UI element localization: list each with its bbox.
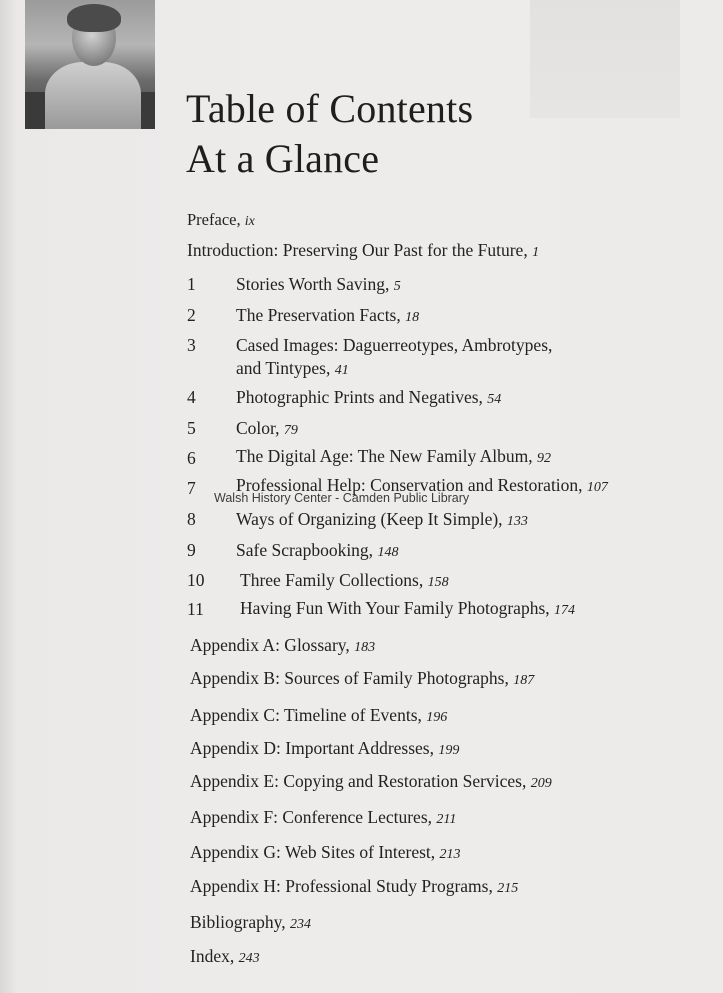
page-number: 215 bbox=[497, 881, 519, 896]
chapter-number: 7 bbox=[187, 478, 196, 498]
page-number: 174 bbox=[554, 603, 576, 618]
chapter-number: 6 bbox=[187, 448, 196, 468]
toc-entry-chapter-9: Safe Scrapbooking, 148 bbox=[236, 540, 399, 560]
page-number: 243 bbox=[238, 951, 260, 966]
page-number: 54 bbox=[487, 392, 502, 407]
page-number: 133 bbox=[506, 514, 528, 529]
toc-entry-appendix-e: Appendix E: Copying and Restoration Services, 209 bbox=[190, 771, 552, 791]
page-number: 213 bbox=[439, 847, 461, 862]
toc-entry-preface: Preface, ix bbox=[187, 210, 255, 229]
portrait-photo bbox=[25, 0, 155, 129]
toc-entry-chapter-8: Ways of Organizing (Keep It Simple), 133 bbox=[236, 509, 528, 529]
toc-entry-introduction: Introduction: Preserving Our Past for the Future, 1 bbox=[187, 240, 540, 260]
toc-entry-appendix-a: Appendix A: Glossary, 183 bbox=[190, 635, 376, 655]
title-line-2: At a Glance bbox=[186, 136, 380, 181]
toc-entry-appendix-b: Appendix B: Sources of Family Photographs, 187 bbox=[190, 668, 535, 688]
chapter-number: 9 bbox=[187, 540, 196, 560]
page-number: 158 bbox=[427, 575, 449, 590]
toc-entry-chapter-7: Professional Help: Conservation and Restoration, 107 bbox=[236, 475, 608, 495]
page-number: 234 bbox=[289, 917, 311, 932]
toc-entry-chapter-3-continued: and Tintypes, 41 bbox=[236, 358, 349, 378]
toc-entry-chapter-6: The Digital Age: The New Family Album, 92 bbox=[236, 446, 552, 466]
chapter-number: 8 bbox=[187, 509, 196, 529]
toc-entry-appendix-f: Appendix F: Conference Lectures, 211 bbox=[190, 807, 457, 827]
page-number: 211 bbox=[436, 812, 457, 827]
page-number: 187 bbox=[513, 673, 535, 688]
chapter-number: 1 bbox=[187, 274, 196, 294]
page-number: 92 bbox=[537, 451, 552, 466]
chapter-number: 11 bbox=[187, 599, 204, 619]
page-number: 196 bbox=[426, 710, 448, 725]
page-number: 5 bbox=[393, 279, 401, 294]
chapter-number: 2 bbox=[187, 305, 196, 325]
toc-entry-chapter-11: Having Fun With Your Family Photographs, 174 bbox=[240, 598, 576, 618]
page-number: ix bbox=[244, 214, 255, 229]
toc-entry-chapter-4: Photographic Prints and Negatives, 54 bbox=[236, 387, 502, 407]
chapter-number: 3 bbox=[187, 335, 196, 355]
toc-entry-appendix-h: Appendix H: Professional Study Programs, 215 bbox=[190, 876, 519, 896]
page-number: 148 bbox=[377, 545, 399, 560]
title-line-1: Table of Contents bbox=[186, 86, 474, 131]
toc-entry-chapter-3: Cased Images: Daguerreotypes, Ambrotypes, bbox=[236, 335, 553, 355]
toc-entry-chapter-10: Three Family Collections, 158 bbox=[240, 570, 449, 590]
toc-entry-chapter-5: Color, 79 bbox=[236, 418, 298, 438]
page-number: 209 bbox=[530, 776, 552, 791]
chapter-number: 10 bbox=[187, 570, 205, 590]
toc-entry-chapter-2: The Preservation Facts, 18 bbox=[236, 305, 420, 325]
chapter-number: 4 bbox=[187, 387, 196, 407]
page-number: 183 bbox=[354, 640, 376, 655]
bleed-through-shadow bbox=[530, 0, 680, 118]
toc-entry-bibliography: Bibliography, 234 bbox=[190, 912, 311, 932]
toc-entry-appendix-c: Appendix C: Timeline of Events, 196 bbox=[190, 705, 448, 725]
page-number: 1 bbox=[532, 245, 540, 260]
toc-entry-appendix-g: Appendix G: Web Sites of Interest, 213 bbox=[190, 842, 461, 862]
page-title bbox=[186, 84, 473, 184]
page-number: 107 bbox=[586, 480, 608, 495]
toc-entry-chapter-1: Stories Worth Saving, 5 bbox=[236, 274, 401, 294]
library-watermark: Walsh History Center - Camden Public Library bbox=[214, 491, 470, 505]
toc-entry-appendix-d: Appendix D: Important Addresses, 199 bbox=[190, 738, 460, 758]
page-number: 41 bbox=[334, 363, 349, 378]
page-number: 79 bbox=[283, 423, 298, 438]
page-number: 18 bbox=[405, 310, 420, 325]
chapter-number: 5 bbox=[187, 418, 196, 438]
page-number: 199 bbox=[438, 743, 460, 758]
toc-entry-index: Index, 243 bbox=[190, 946, 260, 966]
